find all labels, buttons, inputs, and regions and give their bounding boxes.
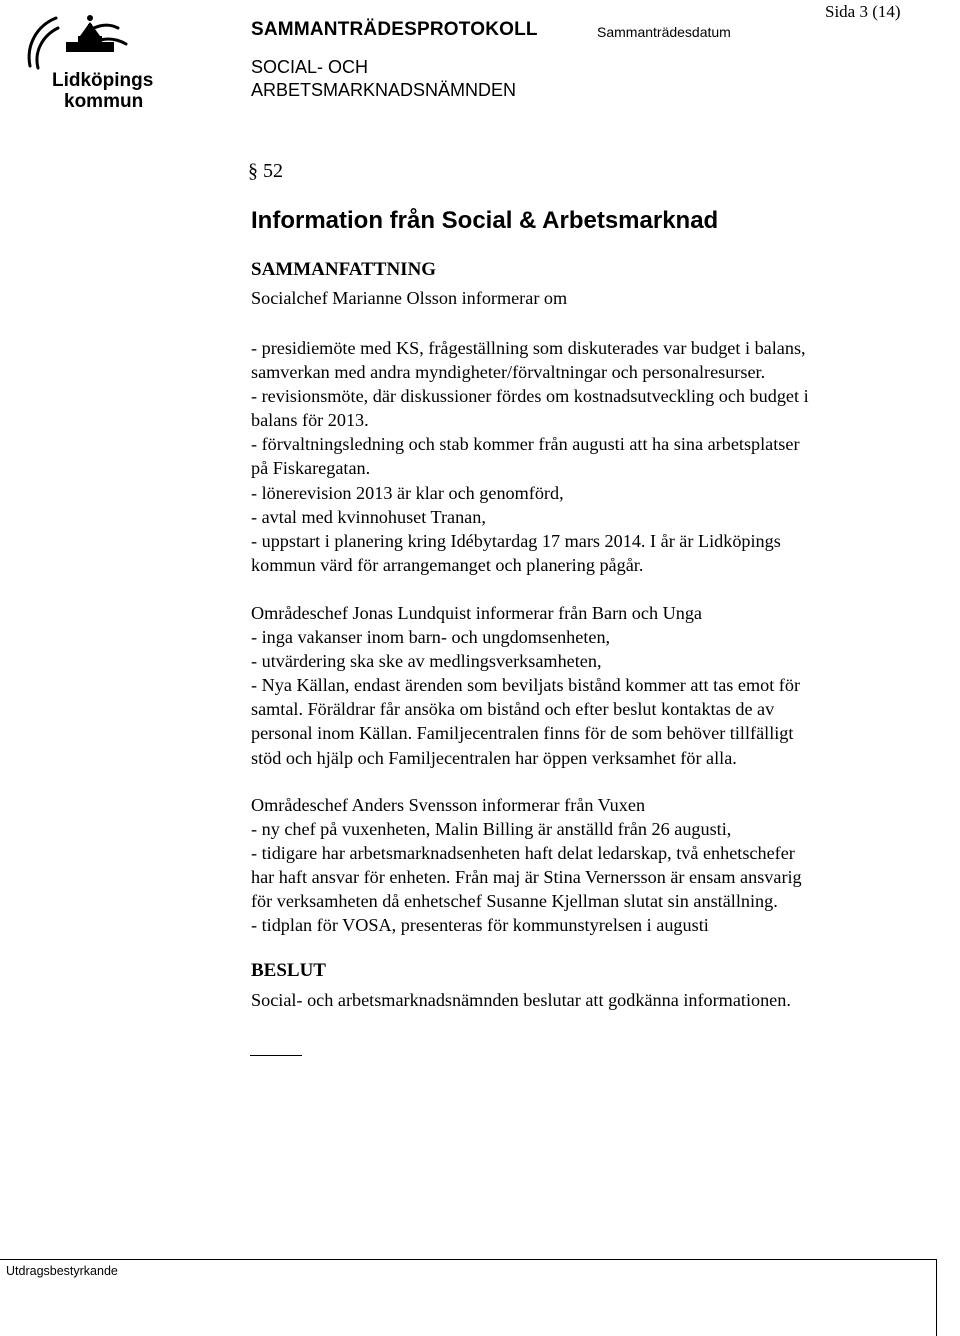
text-line: - lönerevision 2013 är klar och genomförd, [251,482,564,503]
decision-text: Social- och arbetsmarknadsnämnden beslutar att godkänna informationen. [251,990,791,1010]
meeting-date-label: Sammanträdesdatum [597,24,731,40]
text-line: Områdeschef Anders Svensson informerar från Vuxen [251,795,646,815]
text-line: - avtal med kvinnohuset Tranan, [251,506,486,527]
text-line: har haft ansvar för enheten. Från maj är Stina Vernersson är ensam ansvarig [251,867,802,888]
text-line: kommun värd för arrangemanget och planering pågår. [251,554,644,575]
end-rule [250,1055,302,1056]
summary-paragraph-3 [251,793,951,938]
lidkoping-municipality-logo [22,8,158,112]
page-number: Sida 3 (14) [825,2,901,21]
text-line: - presidiemöte med KS, frågeställning som diskuterades var budget i balans, [251,338,806,358]
section-title: Information från Social & Arbetsmarknad [251,207,719,234]
text-line: - utvärdering ska ske av medlingsverksamheten, [251,651,602,672]
text-line: - förvaltningsledning och stab kommer från augusti att ha sina arbetsplatser [251,434,800,455]
protocol-title: SAMMANTRÄDESPROTOKOLL [251,19,538,40]
committee-name-line2: ARBETSMARKNADSNÄMNDEN [251,80,517,100]
text-line: samverkan med andra myndigheter/förvaltningar och personalresurser. [251,362,766,383]
logo-text-line1: Lidköpings [52,70,154,91]
text-line: - tidigare har arbetsmarknadsenheten haft delat ledarskap, två enhetschefer [251,843,795,864]
text-line: - tidplan för VOSA, presenteras för kommunstyrelsen i augusti [251,915,709,936]
text-line: stöd och hjälp och Familjecentralen har öppen verksamhet för alla. [251,747,737,768]
committee-name-line1: SOCIAL- OCH [251,57,369,77]
text-line: balans för 2013. [251,410,369,431]
text-line: - inga vakanser inom barn- och ungdomsenheten, [251,627,611,648]
text-line: på Fiskaregatan. [251,458,371,479]
paragraph-number: § 52 [248,160,283,182]
decision-heading: BESLUT [251,960,326,981]
summary-paragraph-2 [251,601,951,770]
footer-divider [0,1259,937,1260]
text-line: - ny chef på vuxenheten, Malin Billing är anställd från 26 augusti, [251,819,732,840]
text-line: samtal. Föräldrar får ansöka om bistånd och efter beslut kontaktas de av [251,699,775,720]
text-line: - revisionsmöte, där diskussioner fördes om kostnadsutveckling och budget i [251,386,809,407]
footer-box-divider [936,1259,937,1336]
text-line: personal inom Källan. Familjecentralen finns för de som behöver tillfälligt [251,723,794,744]
text-line: - uppstart i planering kring Idébytardag 17 mars 2014. I år är Lidköpings [251,530,781,551]
text-line: - Nya Källan, endast ärenden som beviljats bistånd kommer att tas emot för [251,675,801,696]
logo-text-line2: kommun [64,91,144,112]
logo-castle [66,15,114,52]
summary-paragraph-1 [251,336,951,577]
text-line: Områdeschef Jonas Lundquist informerar från Barn och Unga [251,603,703,623]
footer-certification-label: Utdragsbestyrkande [6,1264,118,1278]
summary-heading: SAMMANFATTNING [251,259,437,280]
summary-intro: Socialchef Marianne Olsson informerar om [251,288,568,308]
text-line: för verksamheten då enhetschef Susanne Kjellman slutat sin anställning. [251,891,778,912]
